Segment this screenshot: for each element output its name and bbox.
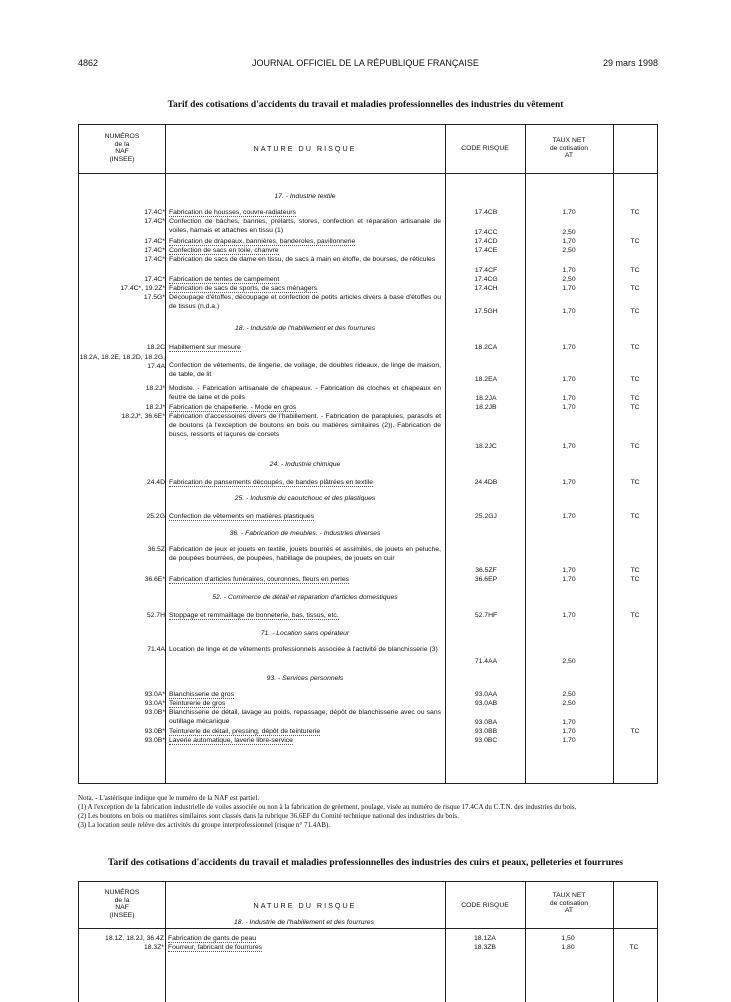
table1-title: Tarif des cotisations d'accidents du travail et maladies professionnelles des industries du vêtement (167, 100, 564, 110)
col-header-naf: NUMÉROS de la NAF (INSEE) (104, 889, 140, 919)
section-heading: 25. - Industrie du caoutchouc et des plastiques (234, 495, 376, 502)
col-header-taux: TAUX NET de cotisation AT (549, 892, 589, 914)
section-heading: 52. - Commerce de détail et réparation d'articles domestiques (212, 594, 398, 601)
col-header-nature: NATURE DU RISQUE (253, 901, 357, 910)
section-heading: 93. - Services personnels (266, 675, 344, 682)
table2-title: Tarif des cotisations d'accidents du travail et maladies professionnelles des industries des cuirs et peaux, pelleteries et fourrures (108, 858, 623, 868)
footnote: (2) Les boutons en bois ou matières similaires sont classés dans la rubrique 36.6EF du Comité technique national des industries du bois. (78, 812, 459, 820)
col-header-code: CODE RISQUE (461, 902, 509, 909)
col-header-nature: NATURE DU RISQUE (253, 144, 357, 153)
col-header-naf: NUMÉROS de la NAF (INSEE) (104, 133, 140, 163)
section-heading: 24. - Industrie chimique (269, 461, 341, 468)
footnotes (78, 794, 658, 830)
col-header-code: CODE RISQUE (461, 145, 509, 152)
footnote: (1) A l'exception de la fabrication industrielle de voiles associée ou non à la fabrication de gréement, poulage, visée au numéro de risque 17.4CA du C.T.N. des industries du bois. (78, 803, 577, 811)
publication-date: 29 mars 1998 (602, 58, 658, 68)
col-header-taux: TAUX NET de cotisation AT (549, 137, 589, 159)
table2-section-heading: 18. - Industrie de l'habillement et des fourrures (234, 919, 374, 926)
footnote: Nota. - L'astérisque indique que le numéro de la NAF est partiel. (78, 794, 260, 802)
page-number: 4862 (78, 58, 99, 68)
section-heading: 17. - Industrie textile (274, 193, 336, 200)
section-heading: 71. - Location sans opérateur (260, 630, 350, 637)
footnote: (3) La location seule relève des activités du groupe interprofessionnel (risque n° 71.4AB). (78, 821, 330, 829)
journal-title: JOURNAL OFFICIEL DE LA RÉPUBLIQUE FRANÇAISE (252, 58, 479, 68)
section-heading: 36. - Fabrication de meubles. - Industries diverses (229, 530, 381, 537)
section-heading: 18. - Industrie de l'habillement et des fourrures (235, 325, 375, 332)
table1: NUMÉROS de la NAF (INSEE) NATURE DU RISQUE CODE RISQUE TAUX NET de cotisation AT 17. - Industrie textile 17.4C* Fabrication de housses, couvre-radiateurs 17.4CB 1,70 TC 17.4C* Confection de bâches, bannes, prélarts, stores, confection et réparation artisanale de voiles, harnais et attaches en tissu (1) 17.4CC 2,50 17.4C* Fabrication de drapeaux, bannières, banderoles, pavillonnerie 17.4CD 1,70 TC 17.4C* Confection de sacs en toile, chanvre 17.4CE 2,50 17.4C* Fabrication de sacs de dame en tissu, de sacs à main en étoffe, de bourses, de réticules 17.4CF 1,70 TC 17.4C* Fabrication de tentes de campement 17.4CG 2,50 17.4C*, 19.2Z* Fabrication de sacs de sports, de sacs ménagers 17.4CH 1,70 TC 17.5G* Découpage d'étoffes, découpage et confection de petits articles divers à base d'étoffes ou de tissus (n.d.a.) 17.5GH 1,70 TC 18. - Industrie de l'habillement et des fourrures 18.2C Habillement sur mesure 18.2CA 1,70 TC 18.2A, 18.2E, 18.2D, 18.2G, 17.4A Confection de vêtements, de lingerie, de voilage, de doubles rideaux, de linge de maison, de table, de lit 18.2EA 1,70 TC 18.2J* Modiste. - Fabrication artisanale de chapeaux. - Fabrication de cloches et chapeaux en feutre de laine et de poils 18.2JA 1,70 TC 18.2J* Fabrication de chapellerie. - Mode en gros 18.2JB 1,70 TC 18.2J*, 36.6E* Fabrication d'accessoires divers de l'habillement. - Fabrication de parapluies, parasols et de boutons (à l'exception de boutons en bois ou matières similaires (2)). Fabrication de buscs, ressorts et laçures de corsets 18.2JC 1,70 TC 24. - Industrie chimique 24.4D Fabrication de pansements découpés, de bandes plâtrées en textile 24.4DB 1,70 TC 25. - Industrie du caoutchouc et des plastiques 25.2G Confection de vêtements en matières plastiques 25.2GJ 1,70 TC 36. - Fabrication de meubles. - Industries diverses 36.5Z Fabrication de jeux et jouets en textile, jouets bourrés et assimilés, de jouets en peluche, de poupées bourrées, de poupées, habillage de poupées, de jouets en cuir 36.5ZF 1,70 TC 36.6E* Fabrication d'articles funéraires, couronnes, fleurs en perles 36.6EP 1,70 TC 52. - Commerce de détail et réparation d'articles domestiques 52.7H Stoppage et remmaillage de bonneterie, bas, tissus, etc. 52.7HF 1,70 TC 71. - Location sans opérateur 71.4A Location de linge et de vêtements professionnels associée à l'activité de blanchisserie (3) 71.4AA 2,50 93. - Services personnels 93.0A* Blanchisserie de gros 93.0AA 2,50 93.0A* Teinturerie de gros 93.0AB 2,50 93.0B* Blanchisserie de détail, lavage au poids, repassage, dépôt de blanchisserie avec ou sans outillage mécanique 93.0BA 1,70 93.0B* Teinturerie de détail, pressing, dépôt de teinturerie 93.0BB 1,70 TC 93.0B* Laverie automatique, laverie libre-service 93.0BC 1,70 (78, 124, 658, 784)
